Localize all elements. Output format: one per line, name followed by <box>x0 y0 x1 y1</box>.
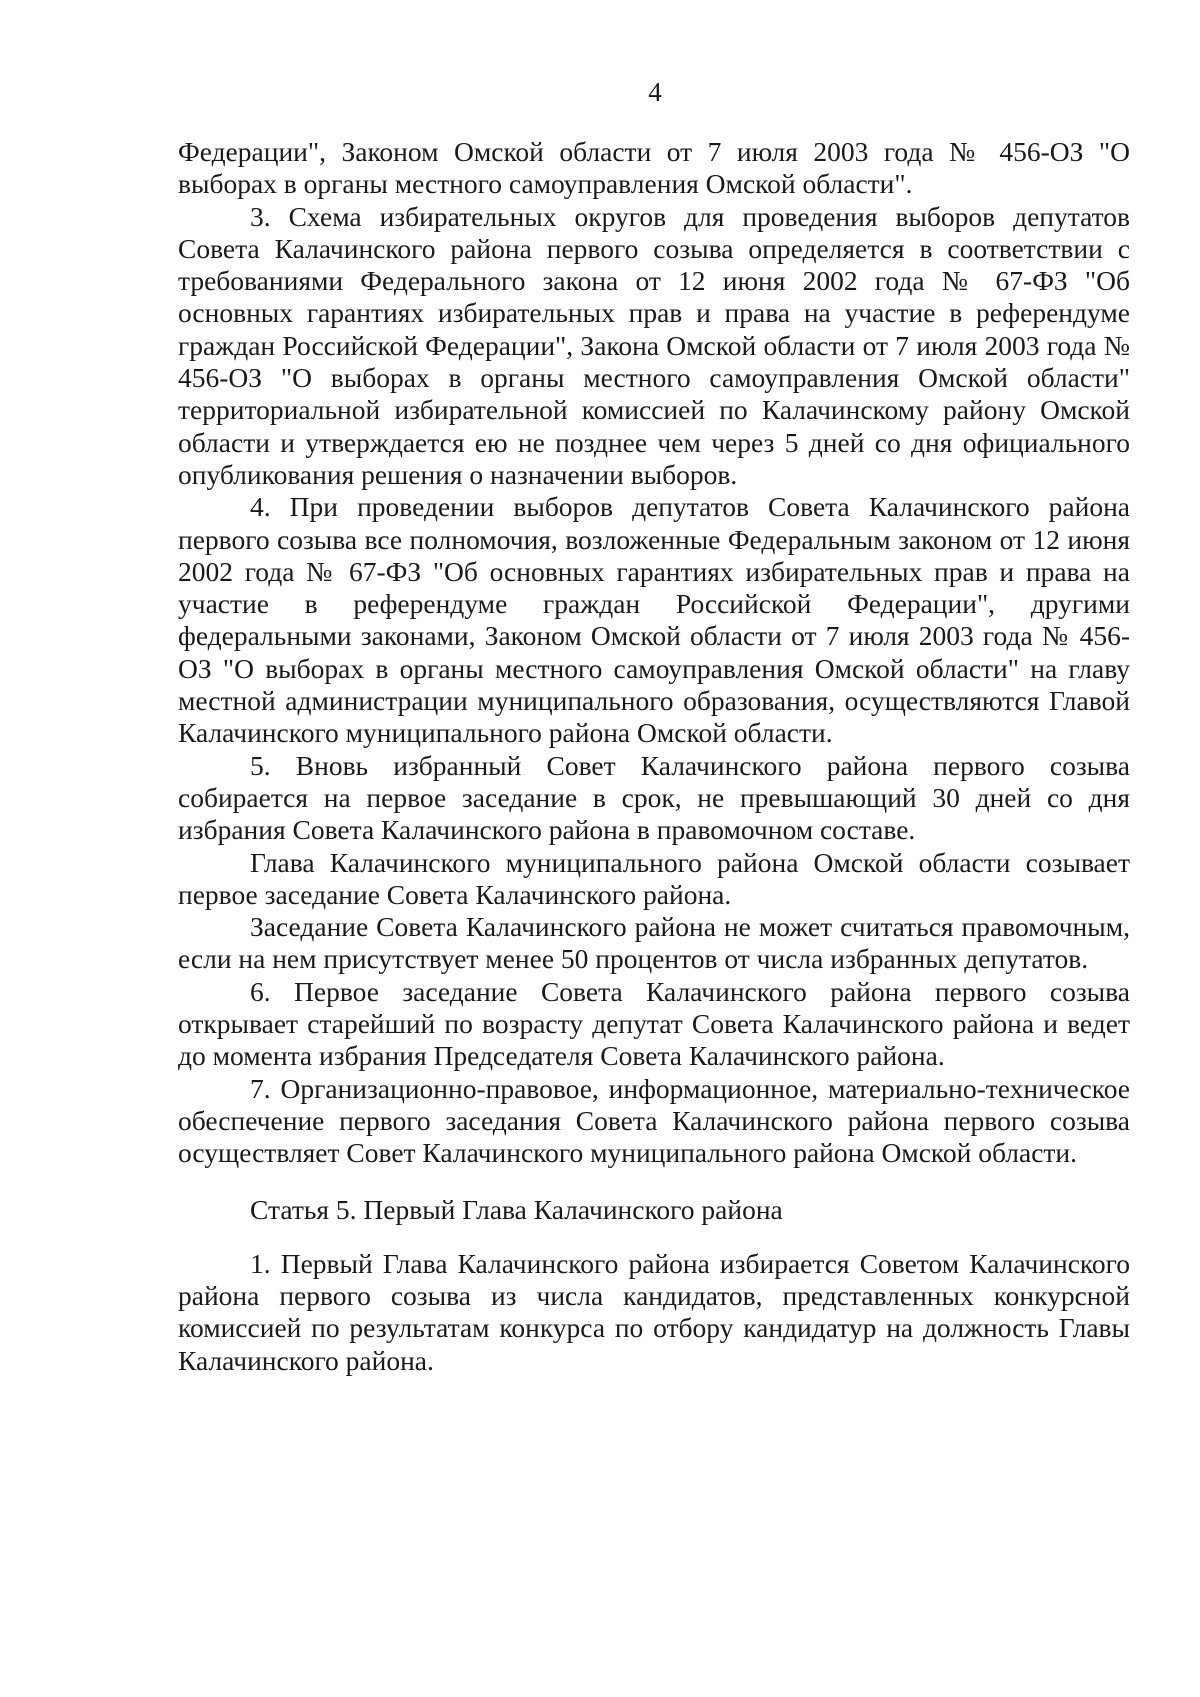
paragraph-item-5-convocation: Глава Калачинского муниципального района Омской области созывает первое заседание Совета Калачинского района. <box>178 846 1130 910</box>
paragraph-item-6: 6. Первое заседание Совета Калачинского района первого созыва открывает старейший по возрасту депутат Совета Калачинского района и ведет до момента избрания Председателя Совета Калачинского района. <box>178 975 1130 1072</box>
paragraph-item-5: 5. Вновь избранный Совет Калачинского района первого созыва собирается на первое заседание в срок, не превышающий 30 дней со дня избрания Совета Калачинского района в правомочном составе. <box>178 749 1130 846</box>
paragraph-item-7: 7. Организационно-правовое, информационное, материально-техническое обеспечение первого заседания Совета Калачинского района первого созыва осуществляет Совет Калачинского муниципального района Омской области. <box>178 1072 1130 1169</box>
paragraph-item-5-quorum: Заседание Совета Калачинского района не может считаться правомочным, если на нем присутствует менее 50 процентов от числа избранных депутатов. <box>178 911 1130 975</box>
article-paragraph-item-1: 1. Первый Глава Калачинского района избирается Советом Калачинского района первого созыва из числа кандидатов, представленных конкурсной комиссией по результатам конкурса по отбору кандидатур на должность Главы Калачинского района. <box>178 1247 1130 1376</box>
paragraph-item-4: 4. При проведении выборов депутатов Совета Калачинского района первого созыва все полномочия, возложенные Федеральным законом от 12 июня 2002 года № 67-ФЗ "Об основных гарантиях избирательных прав и права на участие в референдуме граждан Российской Федерации", другими федеральными законами, Законом Омской области от 7 июля 2003 года № 456-ОЗ "О выборах в органы местного самоуправления Омской области" на главу местной администрации муниципального образования, осуществляются Главой Калачинского муниципального района Омской области. <box>178 491 1130 749</box>
paragraph-item-3: 3. Схема избирательных округов для проведения выборов депутатов Совета Калачинского района первого созыва определяется в соответствии с требованиями Федерального закона от 12 июня 2002 года № 67-ФЗ "Об основных гарантиях избирательных прав и права на участие в референдуме граждан Российской Федерации", Закона Омской области от 7 июля 2003 года № 456-ОЗ "О выборах в органы местного самоуправления Омской области" территориальной избирательной комиссией по Калачинскому району Омской области и утверждается ею не позднее чем через 5 дней со дня официального опубликования решения о назначении выборов. <box>178 200 1130 490</box>
article-heading: Статья 5. Первый Глава Калачинского района <box>250 1193 783 1225</box>
page-number: 4 <box>648 77 662 107</box>
paragraph-continuation: Федерации", Законом Омской области от 7 июля 2003 года № 456-ОЗ "О выборах в органы местного самоуправления Омской области". <box>178 136 1130 200</box>
document-body <box>178 136 1130 1377</box>
